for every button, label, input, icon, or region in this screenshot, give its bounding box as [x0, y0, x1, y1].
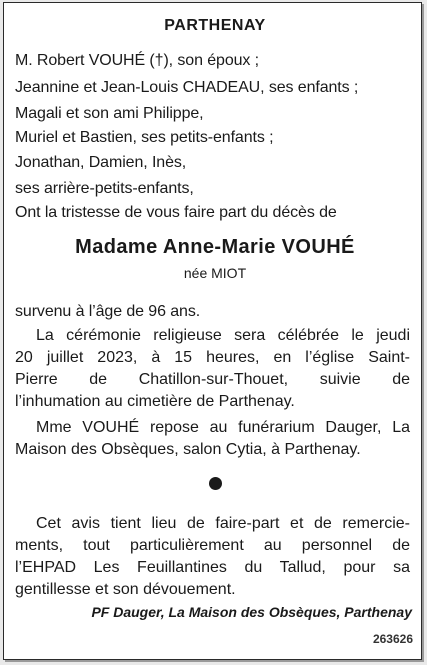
funeral-home-signature: PF Dauger, La Maison des Obsèques, Parthenay: [91, 604, 412, 620]
family-line: M. Robert VOUHÉ (†), son époux ;: [15, 52, 260, 69]
thanks-line: l’EHPAD Les Feuillantines du Tallud, pour sa: [15, 559, 410, 576]
family-line: ses arrière-petits-enfants,: [15, 180, 194, 197]
thanks-line: gentillesse et son dévouement.: [15, 581, 236, 598]
thanks-paragraph: [15, 513, 410, 601]
family-line: Ont la tristesse de vous faire part du décès de: [15, 204, 337, 221]
rest-line: Maison des Obsèques, salon Cytia, à Parthenay.: [15, 441, 361, 458]
ceremony-paragraph: [15, 325, 410, 413]
family-line: Jonathan, Damien, Inès,: [15, 154, 187, 171]
ceremony-line: l’inhumation au cimetière de Parthenay.: [15, 393, 295, 410]
obituary-notice: [3, 2, 422, 660]
maiden-name: née MIOT: [183, 265, 247, 281]
family-line: Muriel et Bastien, ses petits-enfants ;: [15, 129, 274, 146]
deceased-name: Madame Anne-Marie VOUHÉ: [75, 236, 355, 258]
ceremony-line: Pierre de Chatillon-sur-Thouet, suivie de: [15, 371, 410, 388]
separator-dot: [209, 477, 222, 490]
thanks-line: Cet avis tient lieu de faire-part et de remercie-: [36, 515, 410, 532]
rest-line: Mme VOUHÉ repose au funérarium Dauger, La: [36, 419, 410, 436]
family-line: Magali et son ami Philippe,: [15, 105, 204, 122]
family-line: Jeannine et Jean-Louis CHADEAU, ses enfants ;: [15, 79, 359, 96]
reference-number: 263626: [372, 632, 413, 646]
ceremony-line: 20 juillet 2023, à 15 heures, en l’église Saint-: [15, 349, 410, 366]
ceremony-line: La cérémonie religieuse sera célébrée le jeudi: [36, 327, 410, 344]
age-line: survenu à l’âge de 96 ans.: [15, 303, 201, 320]
rest-paragraph: [15, 417, 410, 461]
thanks-line: ments, tout particulièrement au personnel de: [15, 537, 410, 554]
town-heading: PARTHENAY: [164, 17, 266, 34]
